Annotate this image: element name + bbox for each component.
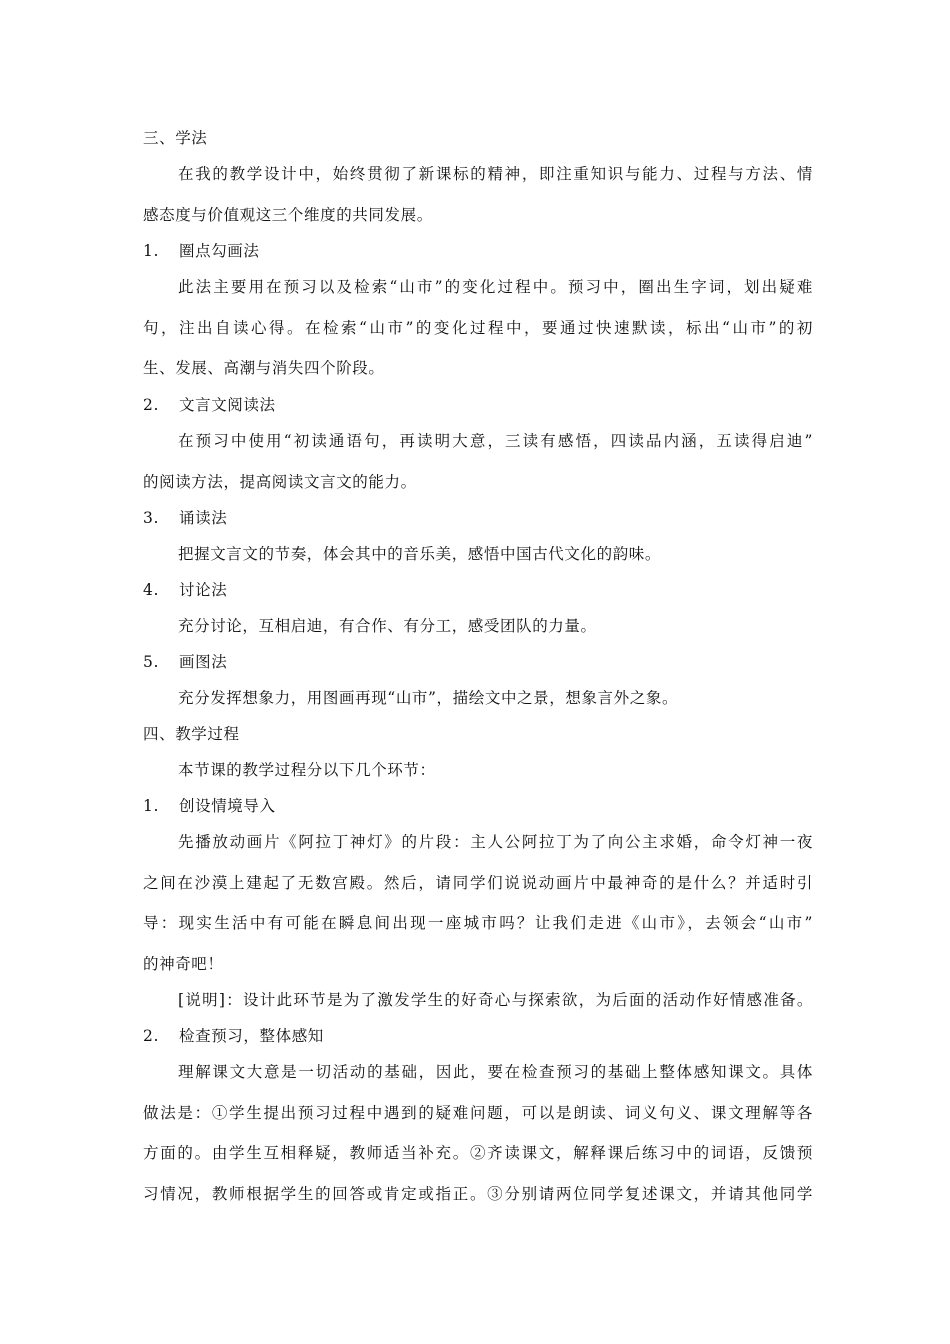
numbered-heading: [143, 796, 813, 816]
paragraph-line: 做法是：①学生提出预习过程中遇到的疑难问题，可以是朗读、词义句义、课文理解等各: [143, 1104, 813, 1122]
paragraph-line: 把握文言文的节奏，体会其中的音乐美，感悟中国古代文化的韵味。: [178, 545, 662, 563]
section-heading-study-methods: 三、学法: [143, 129, 208, 147]
numbered-heading: [143, 508, 813, 528]
paragraph-line: 方面的。由学生互相释疑，教师适当补充。②齐读课文，解释课后练习中的词语，反馈预: [143, 1144, 813, 1162]
numbered-heading: [143, 1026, 813, 1046]
numbered-heading: [143, 241, 813, 261]
numbered-heading-text: 文言文阅读法: [179, 396, 276, 414]
paragraph-line: 在我的教学设计中，始终贯彻了新课标的精神，即注重知识与能力、过程与方法、情: [178, 165, 813, 183]
numbered-heading-text: 创设情境导入: [179, 797, 276, 815]
note-line: [说明]：设计此环节是为了激发学生的好奇心与探索欲，为后面的活动作好情感准备。: [178, 991, 813, 1009]
paragraph-line: 在预习中使用“初读通语句，再读明大意，三读有感悟，四读品内涵，五读得启迪”: [178, 432, 813, 450]
numbered-heading: [143, 652, 813, 672]
list-number: 1.: [143, 242, 159, 260]
paragraph-line: 的神奇吧！: [143, 955, 224, 973]
paragraph-line: 理解课文大意是一切活动的基础，因此，要在检查预习的基础上整体感知课文。具体: [178, 1063, 813, 1081]
list-number: 2.: [143, 396, 159, 414]
list-number: 2.: [143, 1027, 159, 1045]
section-heading-teaching-process: 四、教学过程: [143, 725, 240, 743]
paragraph-line: 充分讨论，互相启迪，有合作、有分工，感受团队的力量。: [178, 617, 597, 635]
paragraph-line: 之间在沙漠上建起了无数宫殿。然后，请同学们说说动画片中最神奇的是什么？并适时引: [143, 874, 813, 892]
paragraph-line: 本节课的教学过程分以下几个环节：: [178, 761, 436, 779]
list-number: 1.: [143, 797, 159, 815]
numbered-heading-text: 圈点勾画法: [179, 242, 260, 260]
numbered-heading: [143, 580, 813, 600]
paragraph-line: 此法主要用在预习以及检索“山市”的变化过程中。预习中，圈出生字词，划出疑难: [178, 278, 813, 296]
numbered-heading-text: 诵读法: [179, 509, 228, 527]
numbered-heading: [143, 395, 813, 415]
numbered-heading-text: 检查预习，整体感知: [179, 1027, 324, 1045]
numbered-heading-text: 画图法: [179, 653, 228, 671]
paragraph-line: 先播放动画片《阿拉丁神灯》的片段：主人公阿拉丁为了向公主求婚，命令灯神一夜: [178, 833, 813, 851]
list-number: 5.: [143, 653, 159, 671]
paragraph-line: 习情况，教师根据学生的回答或肯定或指正。③分别请两位同学复述课文，并请其他同学: [143, 1185, 813, 1203]
paragraph-line: 生、发展、高潮与消失四个阶段。: [143, 359, 385, 377]
paragraph-line: 句，注出自读心得。在检索“山市”的变化过程中，要通过快速默读，标出“山市”的初: [143, 319, 813, 337]
paragraph-line: 感态度与价值观这三个维度的共同发展。: [143, 206, 433, 224]
paragraph-line: 导：现实生活中有可能在瞬息间出现一座城市吗？让我们走进《山市》，去领会“山市”: [143, 914, 813, 932]
paragraph-line: 充分发挥想象力，用图画再现“山市”，描绘文中之景，想象言外之象。: [178, 689, 679, 707]
list-number: 4.: [143, 581, 159, 599]
paragraph-line: 的阅读方法，提高阅读文言文的能力。: [143, 473, 417, 491]
list-number: 3.: [143, 509, 159, 527]
numbered-heading-text: 讨论法: [179, 581, 228, 599]
